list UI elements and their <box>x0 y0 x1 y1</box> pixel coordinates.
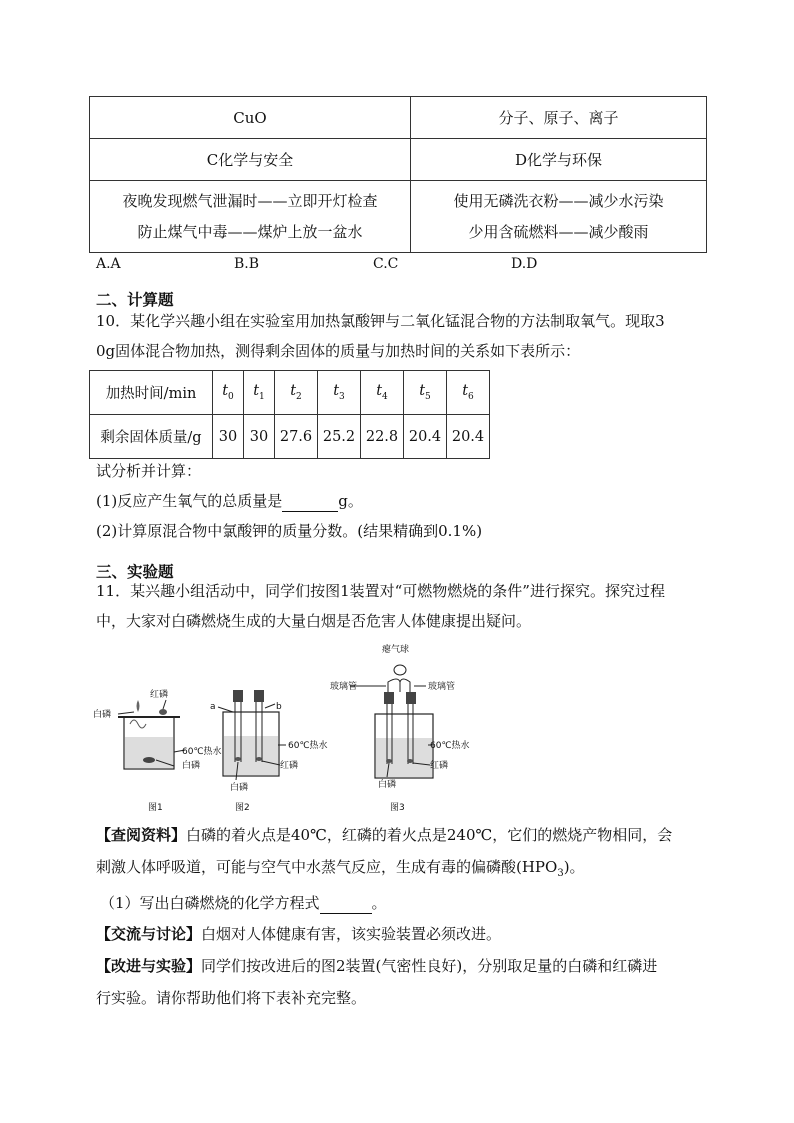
table-cell: C化学与安全 <box>90 139 411 181</box>
question-text: 中，大家对白磷燃烧生成的大量白烟是否危害人体健康提出疑问。 <box>96 612 532 630</box>
section-heading: 二、计算题 <box>96 290 174 309</box>
question-text: 10．某化学兴趣小组在实验室用加热氯酸钾与二氧化锰混合物的方法制取氧气。现取3 <box>96 312 665 330</box>
label-hot-water: 60℃热水 <box>430 741 470 751</box>
sub-question: （1）写出白磷燃烧的化学方程式 。 <box>100 894 387 912</box>
label-white-p: 白磷 <box>182 761 201 771</box>
table-cell: $t_5$ <box>404 371 447 415</box>
table-cell: 20.4 <box>404 415 447 459</box>
cell-line: 使用无磷洗衣粉——减少水污染 <box>453 191 664 210</box>
table-cell: 分子、原子、离子 <box>411 97 707 139</box>
question-text: 试分析并计算： <box>96 462 202 480</box>
label-hot-water: 60℃热水 <box>288 741 328 751</box>
table-cell <box>90 181 411 253</box>
label-hot-water: 60℃热水 <box>182 747 222 757</box>
table-cell: 25.2 <box>318 415 361 459</box>
option-c[interactable]: C.C <box>373 256 399 272</box>
table-cell: $t_0$ <box>213 371 244 415</box>
table-cell: $t_4$ <box>361 371 404 415</box>
sub-question: (2)计算原混合物中氯酸钾的质量分数。(结果精确到0.1%) <box>96 522 483 540</box>
table-cell: $t_6$ <box>447 371 490 415</box>
table-header: 剩余固体质量/g <box>90 415 213 459</box>
option-b[interactable]: B.B <box>234 256 260 272</box>
figure-2-label: 图2 <box>235 803 250 813</box>
table-cell: $t_1$ <box>244 371 275 415</box>
table-cell: $t_3$ <box>318 371 361 415</box>
cell-line: 防止煤气中毒——煤炉上放一盆水 <box>137 222 363 241</box>
figure-1 <box>93 688 222 813</box>
table-cell: 30 <box>213 415 244 459</box>
comparison-table <box>89 96 707 253</box>
label-b: b <box>276 702 282 712</box>
option-a[interactable]: A.A <box>96 256 121 272</box>
table-cell: D化学与环保 <box>411 139 707 181</box>
label-glass-tube: 玻璃管 <box>330 682 358 692</box>
table-cell: CuO <box>90 97 411 139</box>
section-heading: 三、实验题 <box>96 562 174 581</box>
table-cell: 30 <box>244 415 275 459</box>
label-white-p: 白磷 <box>93 710 112 720</box>
question-text: 11．某兴趣小组活动中，同学们按图1装置对“可燃物燃烧的条件”进行探究。探究过程 <box>96 582 665 600</box>
label-a: a <box>210 702 216 712</box>
apparatus-figure <box>90 642 470 817</box>
label-red-p: 红磷 <box>430 761 449 771</box>
table-header: 加热时间/min <box>90 371 213 415</box>
label-balloon: 瘪气球 <box>382 645 410 655</box>
label-white-p: 白磷 <box>378 780 397 790</box>
cell-line: 夜晚发现燃气泄漏时——立即开灯检查 <box>122 191 378 210</box>
improvement-text: 行实验。请你帮助他们将下表补充完整。 <box>96 989 367 1007</box>
improvement-text: 【改进与实验】同学们按改进后的图2装置(气密性良好)，分别取足量的白磷和红磷进 <box>96 957 658 975</box>
label-red-p: 红磷 <box>150 690 169 700</box>
figure-2 <box>210 690 328 813</box>
cell-line: 少用含硫燃料——减少酸雨 <box>468 222 649 241</box>
table-cell: 22.8 <box>361 415 404 459</box>
question-text: 0g固体混合物加热，测得剩余固体的质量与加热时间的关系如下表所示： <box>96 342 581 360</box>
sub-question: (1)反应产生氧气的总质量是 g。 <box>96 492 363 510</box>
figure-3 <box>330 643 470 813</box>
table-cell <box>411 181 707 253</box>
label-white-p: 白磷 <box>230 783 249 793</box>
answer-blank[interactable] <box>320 899 372 914</box>
label-glass-tube: 玻璃管 <box>428 682 456 692</box>
reference-info: 【查阅资料】白磷的着火点是40℃，红磷的着火点是240℃，它们的燃烧产物相同，会 <box>96 826 673 844</box>
table-cell: 27.6 <box>275 415 318 459</box>
reference-info: 刺激人体呼吸道，可能与空气中水蒸气反应，生成有毒的偏磷酸$(HPO_3)$。 <box>96 858 585 879</box>
data-table <box>89 370 490 459</box>
figure-3-label: 图3 <box>390 803 405 813</box>
table-cell: $t_2$ <box>275 371 318 415</box>
discussion-text: 【交流与讨论】白烟对人体健康有害，该实验装置必须改进。 <box>96 925 502 943</box>
figure-1-label: 图1 <box>148 803 163 813</box>
option-d[interactable]: D.D <box>511 256 538 272</box>
answer-blank[interactable] <box>282 497 338 512</box>
label-red-p: 红磷 <box>280 761 299 771</box>
table-cell: 20.4 <box>447 415 490 459</box>
